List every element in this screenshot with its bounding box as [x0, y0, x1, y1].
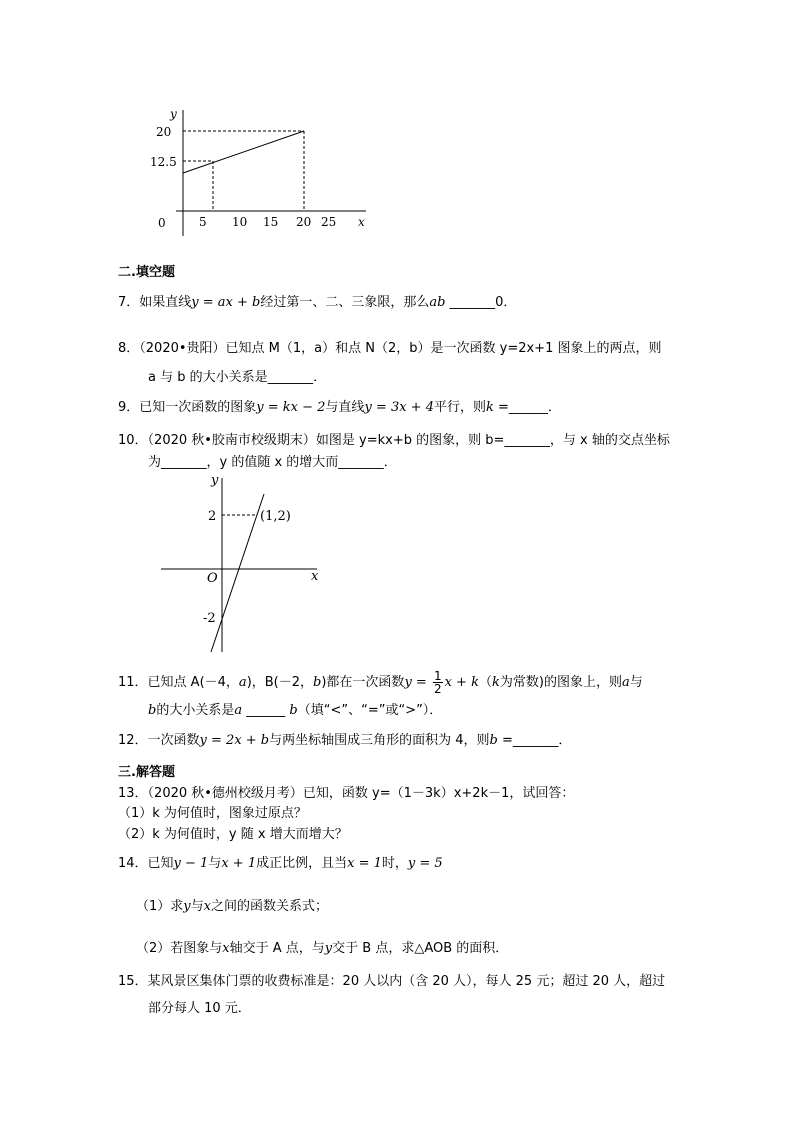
graph-1-line	[183, 131, 304, 173]
question-11-line-2: b的大小关系是a ______ b（填“<”、“=”或“>”）．	[148, 703, 443, 718]
question-15-line-2: 部分每人 10 元．	[148, 1001, 251, 1016]
graph-2-y-label: y	[211, 473, 219, 488]
question-14: 14．已知y − 1与x + 1成正比例，且当x = 1时，y = 5	[118, 856, 443, 871]
graph-1-x-tick-10: 10	[232, 215, 248, 229]
graph-2-origin: O	[207, 571, 218, 586]
question-13-line-3: （2）k 为何值时，y 随 x 增大而增大？	[118, 827, 348, 842]
graph-1-x-tick-20: 20	[296, 215, 312, 229]
graph-2	[155, 470, 330, 660]
question-14-part-1: （1）求y与x之间的函数关系式；	[136, 899, 329, 914]
section-2-title: 二.填空题	[118, 265, 175, 280]
question-14-part-2: （2）若图象与x轴交于 A 点，与y交于 B 点，求△AOB 的面积．	[136, 941, 509, 956]
question-8-line-1: 8．（2020•贵阳）已知点 M（1，a）和点 N（2，b）是一次函数 y=2x+1 图象上的两点，则	[118, 341, 662, 356]
question-13-line-1: 13．（2020 秋•德州校级月考）已知，函数 y=（1－3k）x+2k－1，试回答：	[118, 786, 575, 801]
graph-1-y-tick-20: 20	[156, 125, 172, 139]
graph-2-point-label: (1,2)	[260, 509, 291, 524]
graph-2-line	[211, 494, 264, 652]
graph-2-tick-2: 2	[208, 509, 217, 524]
question-8-line-2: a 与 b 的大小关系是_______．	[148, 370, 327, 385]
graph-1-x-tick-15: 15	[263, 215, 279, 229]
graph-1-origin: 0	[158, 216, 166, 230]
graph-2-x-label: x	[311, 569, 319, 584]
question-13-line-2: （1）k 为何值时，图象过原点？	[118, 806, 307, 821]
graph-2-tick-neg-2: -2	[203, 611, 216, 626]
question-10-line-2: 为_______，y 的值随 x 的增大而_______．	[148, 455, 397, 470]
graph-1-y-tick-12-5: 12.5	[150, 155, 177, 169]
question-7: 7．如果直线y = ax + b经过第一、二、三象限，那么ab _______0．	[118, 295, 517, 310]
graph-1-y-label: y	[170, 107, 177, 121]
section-3-title: 三.解答题	[118, 765, 175, 780]
graph-1-x-tick-5: 5	[199, 215, 207, 229]
fraction-one-half: $\frac{1}{2}$	[433, 669, 442, 696]
question-12: 12．一次函数y = 2x + b与两坐标轴围成三角形的面积为 4，则b =_______．	[118, 733, 572, 748]
graph-1-x-tick-25: 25	[321, 215, 337, 229]
question-11-line-1: 11．已知点 A(－4，a)，B(－2，b)都在一次函数y = $\frac{1}{2}$ x + k（k为常数)的图象上，则a与	[118, 669, 643, 696]
question-15-line-1: 15．某风景区集体门票的收费标准是：20 人以内（含 20 人），每人 25 元；超过 20 人，超过	[118, 974, 666, 989]
graph-1-x-label: x	[358, 215, 365, 229]
graph-1	[140, 100, 380, 240]
question-9: 9．已知一次函数的图象y = kx − 2与直线y = 3x + 4平行，则k =______．	[118, 400, 561, 415]
question-10-line-1: 10．（2020 秋•胶南市校级期末）如图是 y=kx+b 的图象，则 b=_______，与 x 轴的交点坐标	[118, 433, 670, 448]
